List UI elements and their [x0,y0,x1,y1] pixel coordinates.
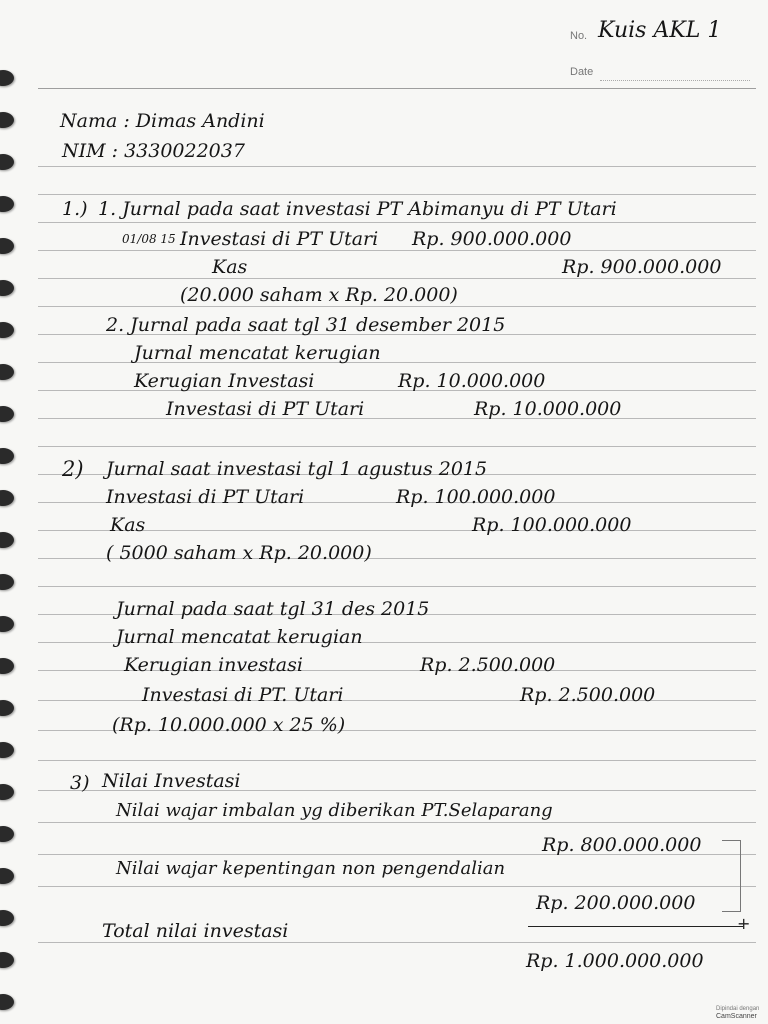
q1-line3-amount: Rp. 10.000.000 [398,370,546,392]
q2-number: 2) [62,457,84,481]
binding-hole [0,322,14,338]
q3-number: 3) [70,772,90,794]
binding-hole [0,406,14,422]
q2-calc2: (Rp. 10.000.000 x 25 %) [112,714,346,736]
q1-calc: (20.000 saham x Rp. 20.000) [180,284,458,306]
q1-title: 1. Jurnal pada saat investasi PT Abimanyu di PT Utari [98,198,617,220]
binding-hole [0,364,14,380]
q1-sub2-title: 2. Jurnal pada saat tgl 31 desember 2015 [106,314,506,336]
plus-sign: + [737,914,751,933]
student-nim: NIM : 3330022037 [62,140,245,162]
no-label: No. [570,30,588,42]
total-underline [528,926,743,927]
ruled-line [38,222,756,223]
q2-line1-text: Investasi di PT Utari [106,486,305,508]
binding-hole [0,658,14,674]
student-name: Nama : Dimas Andini [60,110,265,132]
q3-total-amount: Rp. 1.000.000.000 [526,950,704,972]
ruled-line [38,886,756,887]
binding-hole [0,448,14,464]
q2-line1-amount: Rp. 100.000.000 [396,486,556,508]
camscanner-watermark [716,1006,762,1020]
q1-line2-amount: Rp. 900.000.000 [562,256,722,278]
watermark-brand: CamScanner [716,1013,757,1020]
q2-line3-amount: Rp. 2.500.000 [420,654,556,676]
sum-bracket [722,840,741,912]
q1-line1-text: Investasi di PT Utari [180,228,379,250]
q3-line2-text: Nilai wajar kepentingan non pengendalian [116,858,506,879]
binding-hole [0,154,14,170]
ruled-line [38,446,756,447]
ruled-line [38,530,756,531]
ruled-line [38,194,756,195]
binding-hole [0,490,14,506]
binding-hole [0,574,14,590]
q2-calc: ( 5000 saham x Rp. 20.000) [106,542,372,564]
ruled-line [38,278,756,279]
watermark-caption: Dipindai dengan [716,1006,760,1012]
q3-total-text: Total nilai investasi [102,920,289,942]
q3-line1-amount: Rp. 800.000.000 [542,834,702,856]
binding-hole [0,70,14,86]
q1-line2-text: Kas [212,256,248,278]
q1-number: 1.) [62,198,88,220]
date-line [600,80,750,81]
q1-line4-text: Investasi di PT Utari [166,398,365,420]
ruled-line [38,250,756,251]
q3-line1-text: Nilai wajar imbalan yg diberikan PT.Selaparang [116,800,553,821]
binding-hole [0,952,14,968]
q2-line2-amount: Rp. 100.000.000 [472,514,632,536]
q2-sub-title: Jurnal pada saat tgl 31 des 2015 [116,598,430,620]
q3-line2-amount: Rp. 200.000.000 [536,892,696,914]
q1-line3-text: Kerugian Investasi [134,370,315,392]
spiral-binding [0,0,30,1024]
date-label: Date [570,66,594,78]
ruled-line [38,822,756,823]
q1-date: 01/08 15 [122,232,176,246]
ruled-line [38,942,756,943]
q2-line3-text: Kerugian investasi [124,654,303,676]
binding-hole [0,112,14,128]
q2-line4-text: Investasi di PT. Utari [142,684,344,706]
binding-hole [0,910,14,926]
binding-hole [0,238,14,254]
binding-hole [0,826,14,842]
ruled-line [38,418,756,419]
binding-hole [0,742,14,758]
binding-hole [0,994,14,1010]
q2-sub-note: Jurnal mencatat kerugian [116,626,363,648]
binding-hole [0,532,14,548]
q1-line4-amount: Rp. 10.000.000 [474,398,622,420]
q2-title: Jurnal saat investasi tgl 1 agustus 2015 [106,458,488,480]
q2-line2-text: Kas [110,514,146,536]
q1-sub2-note: Jurnal mencatat kerugian [134,342,381,364]
ruled-line [38,760,756,761]
ruled-line [38,166,756,167]
quiz-title: Kuis AKL 1 [598,18,722,43]
q1-line1-amount: Rp. 900.000.000 [412,228,572,250]
binding-hole [0,196,14,212]
binding-hole [0,700,14,716]
binding-hole [0,868,14,884]
header-rule [38,88,756,89]
binding-hole [0,784,14,800]
binding-hole [0,280,14,296]
ruled-line [38,586,756,587]
binding-hole [0,616,14,632]
ruled-line [38,306,756,307]
q2-line4-amount: Rp. 2.500.000 [520,684,656,706]
q3-title: Nilai Investasi [102,770,241,792]
